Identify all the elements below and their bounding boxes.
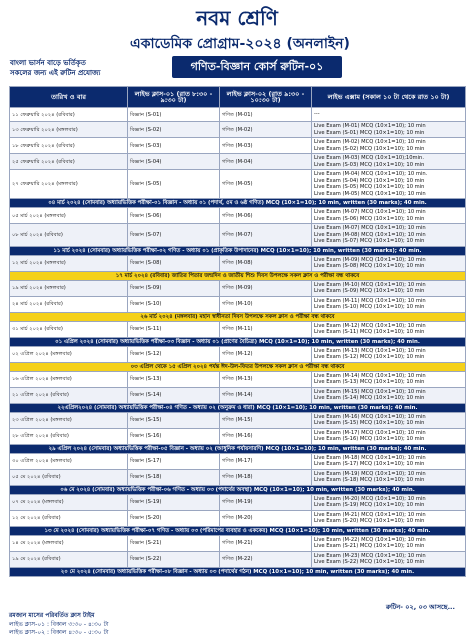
row-class-1: বিজ্ঞান (S-01)	[128, 108, 220, 122]
row-class-2: গণিত (M-10)	[220, 296, 312, 312]
row-class-1: বিজ্ঞান (S-09)	[128, 280, 220, 296]
row-live-exam: Live Exam (M-02) MCQ (10×1=10); 10 min Live Exam (S-02) MCQ (10×1=10); 10 min	[312, 138, 466, 154]
row-live-exam: Live Exam (M-21) MCQ (10×1=10); 10 min Live Exam (S-20) MCQ (10×1=10); 10 min	[312, 510, 466, 526]
row-date: ১৬ এপ্রিল ২০২৪ (মঙ্গলবার)	[10, 371, 128, 387]
version-note	[10, 58, 140, 78]
row-class-2: গণিত (M-14)	[220, 387, 312, 403]
row-class-2: গণিত (M-06)	[220, 208, 312, 224]
row-live-exam: Live Exam (M-04) MCQ (10×1=10); 10 min. Live Exam (S-04) MCQ (10×1=10); 10 min Live Exam (S-05) MCQ (10×1=10); 10 min Live Exam (M-05) MCQ (10×1=10); 10 min	[312, 170, 466, 199]
row-date: ২৭ ফেব্রুয়ারি ২০২৪ (মঙ্গলবার)	[10, 170, 128, 199]
holiday-band-row	[10, 271, 466, 280]
header	[0, 0, 474, 86]
table-row	[10, 412, 466, 428]
row-class-2: গণিত (M-15)	[220, 412, 312, 428]
row-date: ২৫ ফেব্রুয়ারি ২০২৪ (রবিবার)	[10, 154, 128, 170]
ramadan-line-2: লাইভ ক্লাস-০২ : বিকাল ৪:৩০ - ৫:৩০ টা	[9, 629, 109, 636]
exam-band-text: ২৯ এপ্রিল ২০২৪ (সোমবার) অধ্যায়ভিত্তিক পরীক্ষা-০৫ বিজ্ঞান - অধ্যায় ০২ (আধুনিক পর্যায়সারণি) MCQ (10×1=10); 10 min, written (30 marks); 40 min.	[10, 444, 466, 453]
row-class-1: বিজ্ঞান (S-22)	[128, 551, 220, 567]
exam-band-text: ২২এপ্রিল২০২৪ (সোমবার) অধ্যায়ভিত্তিক পরীক্ষা-০৪ গণিত - অধ্যায় ০২ (অনুক্রম ও ধারা) MCQ (10×1=10); 10 min, written (30 marks); 40 min.	[10, 403, 466, 412]
table-row	[10, 154, 466, 170]
row-class-2: গণিত (M-03)	[220, 138, 312, 154]
row-class-1: বিজ্ঞান (S-11)	[128, 321, 220, 337]
row-date: ০২ এপ্রিল ২০২৪ (মঙ্গলবার)	[10, 346, 128, 362]
row-class-1: বিজ্ঞান (S-05)	[128, 170, 220, 199]
table-row	[10, 510, 466, 526]
holiday-band-row	[10, 312, 466, 321]
row-class-2: গণিত (M-19)	[220, 494, 312, 510]
exam-band-row	[10, 199, 466, 208]
row-class-2: গণিত (M-07)	[220, 224, 312, 247]
table-row	[10, 535, 466, 551]
row-class-1: বিজ্ঞান (S-16)	[128, 428, 220, 444]
row-date: ০৫ মে ২০২৪ (রবিবার)	[10, 469, 128, 485]
row-live-exam: Live Exam (M-19) MCQ (10×1=10); 10 min Live Exam (S-18) MCQ (10×1=10); 10 min	[312, 469, 466, 485]
table-row	[10, 346, 466, 362]
table-row	[10, 453, 466, 469]
row-date: ১৯ মে ২০২৪ (রবিবার)	[10, 551, 128, 567]
table-row	[10, 428, 466, 444]
row-class-2: গণিত (M-12)	[220, 346, 312, 362]
row-date: ০৫ মার্চ ২০২৪ (মঙ্গলবার)	[10, 208, 128, 224]
table-row	[10, 469, 466, 485]
col-header-class-1: লাইভ ক্লাস-০১ (রাত ৮:৩০ - ৯:৩০ টা)	[128, 87, 220, 108]
table-row	[10, 280, 466, 296]
row-date: ১৪ মে ২০২৪ (মঙ্গলবার)	[10, 535, 128, 551]
row-class-1: বিজ্ঞান (S-04)	[128, 154, 220, 170]
row-class-1: বিজ্ঞান (S-06)	[128, 208, 220, 224]
exam-band-text: ০৪ মার্চ ২০২৪ (সোমবার) অধ্যায়ভিত্তিক পরীক্ষা-০১ বিজ্ঞান - অধ্যায় ০১ (পদার্থ, ৫ম ও ৬ষ্ঠ গণিত) MCQ (10×1=10); 10 min, written (30 marks); 40 min.	[10, 199, 466, 208]
row-class-1: বিজ্ঞান (S-12)	[128, 346, 220, 362]
table-row	[10, 321, 466, 337]
row-live-exam: Live Exam (M-15) MCQ (10×1=10); 10 min Live Exam (S-14) MCQ (10×1=10); 10 min	[312, 387, 466, 403]
table-row	[10, 387, 466, 403]
row-class-2: গণিত (M-01)	[220, 108, 312, 122]
row-class-1: বিজ্ঞান (S-02)	[128, 122, 220, 138]
table-row	[10, 170, 466, 199]
exam-band-row	[10, 526, 466, 535]
row-class-1: বিজ্ঞান (S-20)	[128, 510, 220, 526]
row-class-2: গণিত (M-16)	[220, 428, 312, 444]
row-live-exam: Live Exam (M-10) MCQ (10×1=10); 10 min Live Exam (S-09) MCQ (10×1=10); 10 min	[312, 280, 466, 296]
col-header-live-exam: লাইভ এক্সাম (সকাল ১০ টা থেকে রাত ১০ টা)	[312, 87, 466, 108]
table-row	[10, 138, 466, 154]
exam-band-row	[10, 444, 466, 453]
table-row	[10, 494, 466, 510]
row-class-2: গণিত (M-18)	[220, 469, 312, 485]
row-date: ০৮ মার্চ ২০২৪ (রবিবার)	[10, 224, 128, 247]
row-live-exam: Live Exam (M-23) MCQ (10×1=10); 10 min Live Exam (S-22) MCQ (10×1=10); 10 min	[312, 551, 466, 567]
row-class-2: গণিত (M-09)	[220, 280, 312, 296]
row-live-exam: ---	[312, 108, 466, 122]
row-date: ২৩ এপ্রিল ২০২৪ (মঙ্গলবার)	[10, 412, 128, 428]
holiday-band-text: ১৭ মার্চ ২০২৪ (রবিবার) জাতির পিতার জন্মদিন ও জাতীয় শিশু দিবস উপলক্ষে সকল ক্লাস ও পরীক্ষা বন্ধ থাকবে	[10, 271, 466, 280]
row-date: ১৩ ফেব্রুয়ারি ২০২৪ (মঙ্গলবার)	[10, 122, 128, 138]
row-class-1: বিজ্ঞান (S-10)	[128, 296, 220, 312]
row-date: ৩০ এপ্রিল ২০২৪ (মঙ্গলবার)	[10, 453, 128, 469]
row-class-1: বিজ্ঞান (S-14)	[128, 387, 220, 403]
row-live-exam: Live Exam (M-17) MCQ (10×1=10); 10 min Live Exam (S-16) MCQ (10×1=10); 10 min	[312, 428, 466, 444]
table-row	[10, 224, 466, 247]
table-row	[10, 108, 466, 122]
page-title: নবম শ্রেণি	[196, 6, 278, 30]
row-date: ১২ মে ২০২৪ (রবিবার)	[10, 510, 128, 526]
row-live-exam: Live Exam (M-11) MCQ (10×1=10); 10 min Live Exam (S-10) MCQ (10×1=10); 10 min	[312, 296, 466, 312]
row-class-2: গণিত (M-13)	[220, 371, 312, 387]
row-live-exam: Live Exam (M-07) MCQ (10×1=10); 10 min Live Exam (M-08) MCQ (10×1=10); 10 min Live Exam (S-07) MCQ (10×1=10); 10 min	[312, 224, 466, 247]
exam-band-row	[10, 567, 466, 576]
exam-band-text: ১৩ মে ২০২৪ (সোমবার) অধ্যায়ভিত্তিক পরীক্ষা-০৭ গণিত - অধ্যায় ০৩ (পরিমাপের ব্যবহার ও এককের) MCQ (10×1=10); 10 min, written (30 marks); 40 min.	[10, 526, 466, 535]
row-class-1: বিজ্ঞান (S-21)	[128, 535, 220, 551]
row-date: ১৮ ফেব্রুয়ারি ২০২৪ (রবিবার)	[10, 138, 128, 154]
row-class-2: গণিত (M-20)	[220, 510, 312, 526]
routine-table	[9, 86, 466, 577]
row-date: ১৯ মার্চ ২০২৪ (মঙ্গলবার)	[10, 280, 128, 296]
exam-band-row	[10, 246, 466, 255]
row-live-exam: Live Exam (M-16) MCQ (10×1=10); 10 min Live Exam (S-15) MCQ (10×1=10); 10 min	[312, 412, 466, 428]
row-live-exam: Live Exam (M-12) MCQ (10×1=10); 10 min Live Exam (S-11) MCQ (10×1=10); 10 min	[312, 321, 466, 337]
table-row	[10, 296, 466, 312]
row-class-1: বিজ্ঞান (S-08)	[128, 255, 220, 271]
row-live-exam: Live Exam (M-22) MCQ (10×1=10); 10 min Live Exam (S-21) MCQ (10×1=10); 10 min	[312, 535, 466, 551]
table-row	[10, 208, 466, 224]
table-body	[10, 108, 466, 577]
row-class-1: বিজ্ঞান (S-18)	[128, 469, 220, 485]
exam-band-row	[10, 485, 466, 494]
row-class-2: গণিত (M-05)	[220, 170, 312, 199]
row-date: ২১ এপ্রিল ২০২৪ (রবিবার)	[10, 387, 128, 403]
row-class-1: বিজ্ঞান (S-03)	[128, 138, 220, 154]
ramadan-line-1: লাইভ ক্লাস-০১ : বিকাল ৩:৩০ - ৪:৩০ টা	[9, 621, 109, 628]
row-class-1: বিজ্ঞান (S-07)	[128, 224, 220, 247]
exam-band-text: ২০ মে ২০২৪ (সোমবার) অধ্যায়ভিত্তিক পরীক্ষা-০৮ বিজ্ঞান - অধ্যায় ০৩ (পদার্থের গঠন) MCQ (10×1=10); 10 min, written (30 marks); 40 min.	[10, 567, 466, 576]
ramadan-title: রমজান মাসের পরিবর্তিত ক্লাস টাইম	[9, 612, 95, 619]
table-row	[10, 371, 466, 387]
col-header-date: তারিখ ও বার	[10, 87, 128, 108]
exam-band-row	[10, 403, 466, 412]
table-row	[10, 255, 466, 271]
row-date: ২৪ মার্চ ২০২৪ (রবিবার)	[10, 296, 128, 312]
row-class-2: গণিত (M-04)	[220, 154, 312, 170]
row-class-2: গণিত (M-08)	[220, 255, 312, 271]
row-class-1: বিজ্ঞান (S-13)	[128, 371, 220, 387]
row-live-exam: Live Exam (M-01) MCQ (10×1=10); 10 min Live Exam (S-01) MCQ (10×1=10); 10 min	[312, 122, 466, 138]
row-date: ১২ মার্চ ২০২৪ (মঙ্গলবার)	[10, 255, 128, 271]
exam-band-text: ১১ মার্চ ২০২৪ (সোমবার) অধ্যায়ভিত্তিক পরীক্ষা-০২ গণিত - অধ্যায় ০১ (প্রাকৃতিক উপাদানের) MCQ (10×1=10); 10 min, written (30 marks); 40 min.	[10, 246, 466, 255]
table-header-row	[10, 87, 466, 108]
exam-band-row	[10, 337, 466, 346]
exam-band-text: ০৬ মে ২০২৪ (সোমবার) অধ্যায়ভিত্তিক পরীক্ষা-০৬ গণিত - অধ্যায় ০৩ (পদার্থের অবস্থা) MCQ (10×1=10); 10 min, written (30 marks); 40 min.	[10, 485, 466, 494]
row-live-exam: Live Exam (M-07) MCQ (10×1=10); 10 min Live Exam (S-06) MCQ (10×1=10); 10 min	[312, 208, 466, 224]
row-live-exam: Live Exam (M-09) MCQ (10×1=10); 10 min Live Exam (S-08) MCQ (10×1=10); 10 min	[312, 255, 466, 271]
row-class-2: গণিত (M-21)	[220, 535, 312, 551]
row-live-exam: Live Exam (M-13) MCQ (10×1=10); 10 min Live Exam (S-12) MCQ (10×1=10); 10 min	[312, 346, 466, 362]
col-header-class-2: লাইভ ক্লাস-০২ (রাত ৯:৩০ - ১০:৩০ টা)	[220, 87, 312, 108]
footer	[9, 602, 465, 636]
row-class-1: বিজ্ঞান (S-17)	[128, 453, 220, 469]
table-row	[10, 551, 466, 567]
row-class-1: বিজ্ঞান (S-19)	[128, 494, 220, 510]
table-row	[10, 122, 466, 138]
version-note-line-2: সকলের জন্য এই রুটিন প্রযোজ্য	[10, 69, 101, 77]
row-date: ১১ ফেব্রুয়ারি ২০২৪ (রবিবার)	[10, 108, 128, 122]
row-class-2: গণিত (M-11)	[220, 321, 312, 337]
row-live-exam: Live Exam (M-03) MCQ (10×1=10);10min. Live Exam (S-03) MCQ (10×1=10); 10 min	[312, 154, 466, 170]
holiday-band-row	[10, 362, 466, 371]
row-date: ০৭ মে ২০২৪ (মঙ্গলবার)	[10, 494, 128, 510]
row-class-2: গণিত (M-02)	[220, 122, 312, 138]
row-class-1: বিজ্ঞান (S-15)	[128, 412, 220, 428]
holiday-band-text: ২৬ মার্চ ২০২৪ (মঙ্গলবার) মহান স্বাধীনতা দিবস উপলক্ষে সকল ক্লাস ও পরীক্ষা বন্ধ থাকবে	[10, 312, 466, 321]
routine-label: গণিত-বিজ্ঞান কোর্স রুটিন-০১	[172, 56, 342, 78]
next-routine-note: রুটিন- ০২, ০৩ আসছে...	[386, 603, 455, 611]
row-date: ৩১ মার্চ ২০২৪ (রবিবার)	[10, 321, 128, 337]
row-date: ২৮ এপ্রিল ২০২৪ (রবিবার)	[10, 428, 128, 444]
row-live-exam: Live Exam (M-14) MCQ (10×1=10); 10 min Live Exam (S-13) MCQ (10×1=10); 10 min	[312, 371, 466, 387]
page-subtitle: একাডেমিক প্রোগ্রাম-২০২৪ (অনলাইন)	[130, 36, 350, 52]
row-live-exam: Live Exam (M-20) MCQ (10×1=10); 10 min Live Exam (S-19) MCQ (10×1=10); 10 min	[312, 494, 466, 510]
row-class-2: গণিত (M-22)	[220, 551, 312, 567]
row-class-2: গণিত (M-17)	[220, 453, 312, 469]
holiday-band-text: ০৩ এপ্রিল থেকে ১৫ এপ্রিল ২০২৪ পর্যন্ত ঈদ-উল-ফিতর উপলক্ষে সকল ক্লাস ও পরীক্ষা বন্ধ থাকবে	[10, 362, 466, 371]
version-note-line-1: বাংলা ভার্সন বাড়ে ভর্তিকৃত	[10, 59, 86, 67]
exam-band-text: ০১ এপ্রিল ২০২৪ (সোমবার) অধ্যায়ভিত্তিক পরীক্ষা-০৩ বিজ্ঞান - অধ্যায় ০১ (প্রাণের বৈচিত্র্য) MCQ (10×1=10); 10 min, written (30 marks); 40 min.	[10, 337, 466, 346]
row-live-exam: Live Exam (M-18) MCQ (10×1=10); 10 min Live Exam (S-17) MCQ (10×1=10); 10 min	[312, 453, 466, 469]
